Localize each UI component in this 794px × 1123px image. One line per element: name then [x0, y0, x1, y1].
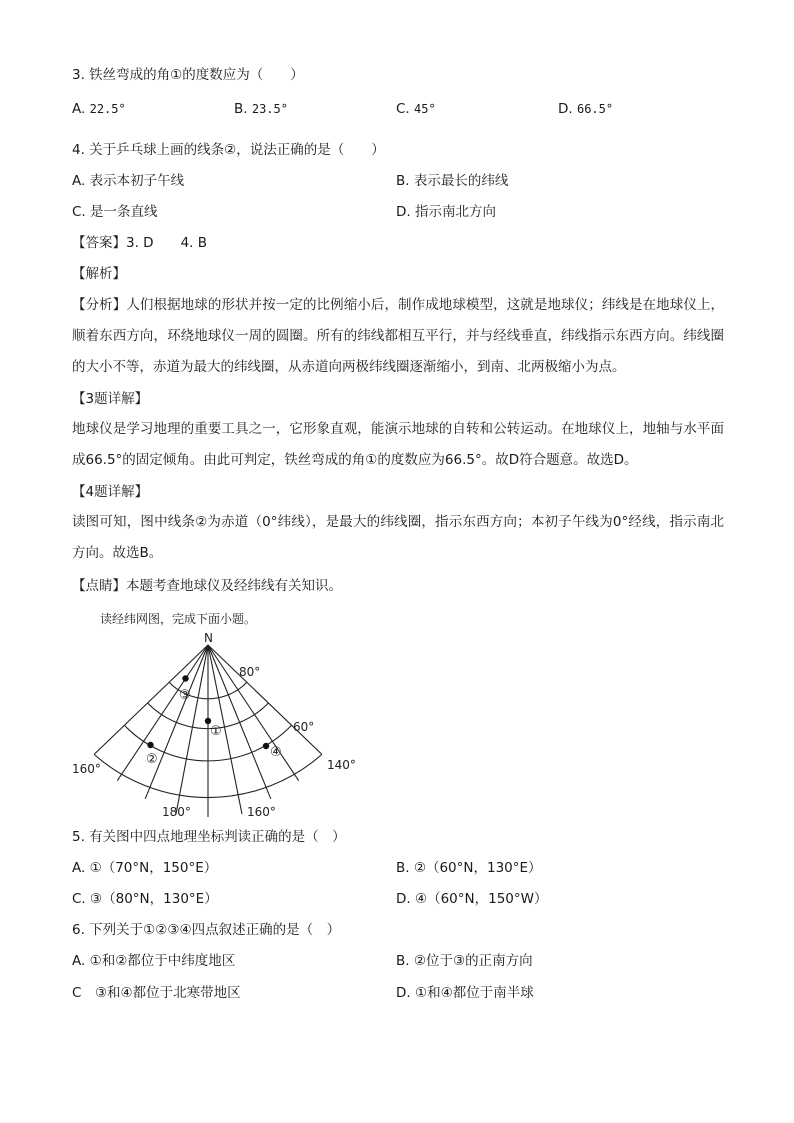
meridian	[117, 645, 208, 781]
outer-latitude-arc	[94, 754, 322, 797]
point-1-label: ①	[210, 724, 222, 739]
option-text: 指示南北方向	[414, 204, 496, 220]
north-label: N	[204, 631, 213, 645]
q4-option-d	[396, 203, 496, 221]
point-4-label: ④	[270, 745, 282, 760]
option-text: 表示最长的纬线	[413, 173, 509, 189]
option-key: C.	[72, 204, 86, 220]
detail-3-paragraph: 地球仪是学习地理的重要工具之一，它形象直观，能演示地球的自转和公转运动。在地球仪上，地轴与水平面成66.5°的固定倾角。由此可判定，铁丝弯成的角①的度数应为66.5°。故D符合题意。故选D。	[72, 421, 724, 468]
option-key: B.	[396, 860, 410, 876]
option-key: B.	[396, 953, 410, 969]
option-text: ①（70°N，150°E）	[89, 860, 218, 876]
q3-option-b	[234, 100, 288, 118]
right-boundary-meridian	[208, 645, 322, 754]
analysis-label: 【分析】	[72, 297, 127, 313]
analysis-paragraph	[72, 290, 724, 383]
q6-option-b	[396, 952, 533, 970]
option-text: ①和②都位于中纬度地区	[89, 953, 236, 969]
option-text: 45°	[414, 102, 436, 116]
q5-option-a	[72, 859, 217, 877]
option-key: D.	[558, 101, 573, 117]
lat-label-80: 80°	[239, 665, 261, 679]
option-key: B.	[396, 173, 410, 189]
q4-option-a	[72, 172, 184, 190]
point-2-label: ②	[146, 752, 158, 767]
lon-label-180: 180°	[162, 805, 191, 819]
point-4-dot	[263, 743, 269, 749]
q3-option-d	[558, 100, 613, 118]
lon-label-160-left: 160°	[72, 762, 101, 776]
q4-option-c	[72, 203, 158, 221]
point-3-dot	[182, 675, 188, 681]
comment-line	[72, 577, 342, 595]
option-text: 22.5°	[89, 102, 126, 116]
q3-option-a	[72, 100, 126, 118]
detail-4-paragraph: 读图可知，图中线条②为赤道（0°纬线），是最大的纬线圈，指示东西方向；本初子午线为0°经线，指示南北方向。故选B。	[72, 514, 724, 561]
question-5-stem: 5. 有关图中四点地理坐标判读正确的是（ ）	[72, 829, 346, 845]
lon-label-140: 140°	[327, 758, 356, 772]
comment-text: 本题考查地球仪及经纬线有关知识。	[126, 578, 342, 594]
meridian-160w	[208, 645, 242, 814]
option-text: ③和④都位于北寒带地区	[94, 985, 241, 1001]
detail-4-heading: 【4题详解】	[72, 484, 149, 500]
option-text: 23.5°	[251, 102, 288, 116]
option-key: A.	[72, 173, 86, 189]
point-3-label: ③	[179, 688, 191, 703]
point-2-dot	[147, 742, 153, 748]
q3-option-c	[396, 100, 436, 118]
latitude-arc-60	[124, 725, 291, 761]
option-key: B.	[234, 101, 248, 117]
option-text: ③（80°N，130°E）	[90, 891, 218, 907]
meridian	[208, 645, 271, 799]
point-1-dot	[205, 718, 211, 724]
option-text: ①和④都位于南半球	[414, 985, 534, 1001]
option-key: D.	[396, 985, 411, 1001]
option-text: ②（60°N，130°E）	[413, 860, 542, 876]
option-key: A.	[72, 101, 86, 117]
option-key: C	[72, 985, 82, 1001]
option-key: D.	[396, 891, 411, 907]
q5-option-b	[396, 859, 542, 877]
question-3-stem: 3. 铁丝弯成的角①的度数应为（ ）	[72, 67, 304, 83]
answer-label: 【答案】	[72, 235, 126, 251]
lat-label-60: 60°	[293, 720, 315, 734]
option-key: D.	[396, 204, 411, 220]
option-key: C.	[72, 891, 86, 907]
option-text: ②位于③的正南方向	[413, 953, 533, 969]
option-key: C.	[396, 101, 410, 117]
map-instruction: 读经纬网图，完成下面小题。	[100, 612, 257, 626]
option-text: 表示本初子午线	[89, 173, 185, 189]
analysis-text: 人们根据地球的形状并按一定的比例缩小后，制作成地球模型，这就是地球仪；纬线是在地球仪上，顺着东西方向，环绕地球仪一周的圆圈。所有的纬线都相互平行，并与经线垂直，纬线指示东西方向。纬线圈的大小不等，赤道为最大的纬线圈，从赤道向两极纬线圈逐渐缩小，到南、北两极缩小为点。	[72, 297, 725, 375]
comment-label: 【点睛】	[72, 578, 126, 594]
analysis-heading: 【解析】	[72, 266, 126, 282]
lon-label-160-bottom: 160°	[247, 805, 276, 819]
meridian	[145, 645, 208, 799]
latitude-arc-80	[169, 682, 247, 699]
meridian	[208, 645, 299, 781]
q5-option-d	[396, 890, 547, 908]
option-key: A.	[72, 953, 86, 969]
q4-option-b	[396, 172, 508, 190]
q6-option-a	[72, 952, 235, 970]
q5-option-c	[72, 890, 218, 908]
answer-value: 3. D 4. B	[126, 235, 207, 251]
q6-option-d	[396, 984, 534, 1002]
question-6-stem: 6. 下列关于①②③④四点叙述正确的是（ ）	[72, 922, 341, 938]
left-boundary-meridian	[94, 645, 208, 754]
answer-line	[72, 234, 207, 252]
question-4-stem: 4. 关于乒乓球上画的线条②，说法正确的是（ ）	[72, 142, 385, 158]
option-key: A.	[72, 860, 86, 876]
option-text: ④（60°N，150°W）	[414, 891, 548, 907]
q6-option-c	[72, 984, 241, 1002]
latitude-arc-70	[148, 703, 269, 729]
meridian-180	[176, 645, 208, 814]
option-text: 是一条直线	[90, 204, 158, 220]
detail-3-heading: 【3题详解】	[72, 391, 149, 407]
option-text: 66.5°	[576, 102, 614, 116]
